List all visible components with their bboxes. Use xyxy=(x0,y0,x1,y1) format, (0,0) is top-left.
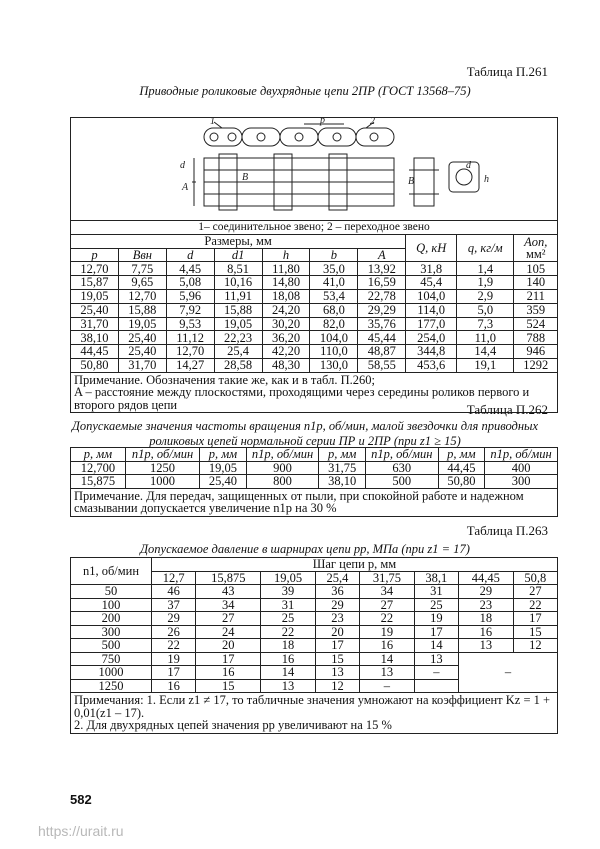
table-cell: 25,40 xyxy=(118,345,166,359)
table-cell: 200 xyxy=(71,612,152,626)
table-cell: 13 xyxy=(315,666,359,680)
table-cell: 37 xyxy=(152,598,196,612)
sub-header: A xyxy=(358,248,406,262)
table-cell: 105 xyxy=(514,262,558,276)
table-262 xyxy=(70,447,558,517)
table-row xyxy=(71,289,558,303)
step-header: 44,45 xyxy=(459,571,514,585)
table-cell: 50,80 xyxy=(71,358,119,372)
table-cell: 38,10 xyxy=(71,331,119,345)
table-cell: 2,9 xyxy=(457,289,514,303)
table-cell: 31 xyxy=(261,598,316,612)
table-cell: 19,1 xyxy=(457,358,514,372)
col-qkg: q, кг/м xyxy=(457,234,514,262)
table-cell: 27 xyxy=(196,612,261,626)
table-cell: 26 xyxy=(152,625,196,639)
table-cell: 12,70 xyxy=(71,262,119,276)
dimensions-group-header: Размеры, мм xyxy=(71,234,406,248)
note-261: Примечание. Обозначения такие же, как и в табл. П.260; A – расстояние между плоскостями, проходящими через середины роликов первого и второго рядов цепи xyxy=(71,372,558,413)
table-cell: 29 xyxy=(459,585,514,599)
table-cell: 35,0 xyxy=(310,262,358,276)
table-cell: 14 xyxy=(414,639,458,653)
table-cell: 14 xyxy=(360,652,415,666)
table-row xyxy=(71,475,558,489)
step-header: 50,8 xyxy=(513,571,557,585)
empty-cell xyxy=(414,679,458,693)
table-cell: 46 xyxy=(152,585,196,599)
table-cell: 41,0 xyxy=(310,276,358,290)
table-cell: 42,20 xyxy=(262,345,310,359)
table-cell: 300 xyxy=(485,475,558,489)
table-cell: 1,9 xyxy=(457,276,514,290)
chain-drawing-cell xyxy=(71,118,558,221)
table-cell: 359 xyxy=(514,303,558,317)
table-cell: 19,05 xyxy=(71,289,119,303)
table-cell: 13 xyxy=(459,639,514,653)
table-cell: 7,75 xyxy=(118,262,166,276)
table-cell: 58,55 xyxy=(358,358,406,372)
sub-header: p xyxy=(71,248,119,262)
figure-caption: 1– соединительное звено; 2 – переходное звено xyxy=(71,221,558,235)
table-row xyxy=(71,358,558,372)
svg-text:d: d xyxy=(180,160,185,171)
table-cell: 13 xyxy=(414,652,458,666)
table-cell: 20 xyxy=(196,639,261,653)
table-cell: 31,70 xyxy=(71,317,119,331)
table-cell: 18 xyxy=(459,612,514,626)
table-cell: 34 xyxy=(196,598,261,612)
table-cell: 24 xyxy=(196,625,261,639)
table-cell: 16 xyxy=(459,625,514,639)
table-cell: 44,45 xyxy=(71,345,119,359)
step-group-header: Шаг цепи p, мм xyxy=(152,558,558,572)
table-cell: 17 xyxy=(513,612,557,626)
table-cell: 20 xyxy=(315,625,359,639)
table-cell: 17 xyxy=(414,625,458,639)
table-cell: 1000 xyxy=(125,475,199,489)
table-cell: 14,80 xyxy=(262,276,310,290)
table-cell: 16 xyxy=(360,639,415,653)
table-cell: 500 xyxy=(71,639,152,653)
table-cell: 31,8 xyxy=(406,262,457,276)
table-cell: 31 xyxy=(414,585,458,599)
table-label-263: Таблица П.263 xyxy=(466,523,548,538)
table-cell: 29 xyxy=(152,612,196,626)
table-cell: 45,4 xyxy=(406,276,457,290)
table-row xyxy=(71,262,558,276)
table-cell: 211 xyxy=(514,289,558,303)
sub-header: h xyxy=(262,248,310,262)
table-cell: 130,0 xyxy=(310,358,358,372)
table-caption-263: Допускаемое давление в шарнирах цепи pp, МПа (при z1 = 17) xyxy=(140,542,470,556)
step-header: 19,05 xyxy=(261,571,316,585)
table-cell: 17 xyxy=(152,666,196,680)
table-row xyxy=(71,303,558,317)
table-cell: 31,75 xyxy=(319,461,365,475)
table-cell: 15,88 xyxy=(214,303,262,317)
table-cell: 45,44 xyxy=(358,331,406,345)
table-cell: 14 xyxy=(261,666,316,680)
table-cell: 1,4 xyxy=(457,262,514,276)
dash-cell: – xyxy=(459,652,558,693)
table-cell: 100 xyxy=(71,598,152,612)
table-cell: 104,0 xyxy=(406,289,457,303)
table-cell: 39 xyxy=(261,585,316,599)
table-cell: 16,59 xyxy=(358,276,406,290)
table-cell: 12,700 xyxy=(71,461,126,475)
table-cell: 110,0 xyxy=(310,345,358,359)
table-cell: 36 xyxy=(315,585,359,599)
step-header: 25,4 xyxy=(315,571,359,585)
svg-text:B: B xyxy=(408,176,415,187)
table-cell: 11,80 xyxy=(262,262,310,276)
table-cell: 19 xyxy=(152,652,196,666)
table-cell: 28,58 xyxy=(214,358,262,372)
table-row xyxy=(71,585,558,599)
table-cell: 29 xyxy=(315,598,359,612)
svg-text:p: p xyxy=(320,118,325,126)
table-cell: – xyxy=(414,666,458,680)
table-cell: 24,20 xyxy=(262,303,310,317)
table-cell: 524 xyxy=(514,317,558,331)
column-header: p, мм xyxy=(438,448,484,462)
table-cell: 16 xyxy=(261,652,316,666)
table-cell: 25,4 xyxy=(214,345,262,359)
table-cell: 104,0 xyxy=(310,331,358,345)
table-cell: 16 xyxy=(196,666,261,680)
table-cell: 44,45 xyxy=(438,461,484,475)
svg-text:2: 2 xyxy=(370,118,375,127)
page-number: 582 xyxy=(70,792,92,807)
table-263 xyxy=(70,557,558,734)
table-cell: 25,40 xyxy=(200,475,246,489)
table-caption-261: Приводные роликовые двухрядные цепи 2ПР (ГОСТ 13568–75) xyxy=(139,84,471,98)
table-label-261: Таблица П.261 xyxy=(466,64,548,79)
column-header: p, мм xyxy=(71,448,126,462)
sub-header: d1 xyxy=(214,248,262,262)
table-cell: 53,4 xyxy=(310,289,358,303)
table-cell: 13 xyxy=(360,666,415,680)
table-cell: 43 xyxy=(196,585,261,599)
table-cell: 25 xyxy=(261,612,316,626)
table-cell: 788 xyxy=(514,331,558,345)
table-cell: 344,8 xyxy=(406,345,457,359)
step-header: 15,875 xyxy=(196,571,261,585)
col-aop: Aоп, мм² xyxy=(514,234,558,262)
table-cell: 22,23 xyxy=(214,331,262,345)
column-header: p, мм xyxy=(200,448,246,462)
table-cell: 19 xyxy=(414,612,458,626)
table-label-262: Таблица П.262 xyxy=(466,402,548,417)
table-cell: 300 xyxy=(71,625,152,639)
column-header: n1p, об/мин xyxy=(125,448,199,462)
svg-text:B: B xyxy=(242,172,249,183)
table-cell: 11,91 xyxy=(214,289,262,303)
table-cell: 5,0 xyxy=(457,303,514,317)
table-cell: 7,3 xyxy=(457,317,514,331)
table-row xyxy=(71,317,558,331)
column-header: n1p, об/мин xyxy=(485,448,558,462)
table-cell: 13 xyxy=(261,679,316,693)
table-cell: 19,05 xyxy=(118,317,166,331)
table-row xyxy=(71,598,558,612)
table-cell: 27 xyxy=(513,585,557,599)
chain-drawing xyxy=(74,118,554,220)
table-cell: 12 xyxy=(315,679,359,693)
table-cell: 22 xyxy=(152,639,196,653)
table-cell: 946 xyxy=(514,345,558,359)
sub-header: Bвн xyxy=(118,248,166,262)
table-cell: 18 xyxy=(261,639,316,653)
table-cell: 500 xyxy=(365,475,438,489)
table-cell: 254,0 xyxy=(406,331,457,345)
table-cell: 68,0 xyxy=(310,303,358,317)
col-q: Q, кН xyxy=(406,234,457,262)
table-cell: 50,80 xyxy=(438,475,484,489)
step-header: 31,75 xyxy=(360,571,415,585)
svg-text:1: 1 xyxy=(210,118,215,127)
table-cell: 35,76 xyxy=(358,317,406,331)
svg-text:d: d xyxy=(466,160,471,171)
note-262: Примечание. Для передач, защищенных от пыли, при спокойной работе и надежном смазывании допускается увеличение n1p на 30 % xyxy=(71,488,558,516)
table-cell: 17 xyxy=(196,652,261,666)
table-cell: 25,40 xyxy=(71,303,119,317)
table-cell: 25 xyxy=(414,598,458,612)
table-cell: 630 xyxy=(365,461,438,475)
table-cell: 19,05 xyxy=(200,461,246,475)
table-cell: 8,51 xyxy=(214,262,262,276)
svg-text:A: A xyxy=(182,182,189,193)
column-header: n1p, об/мин xyxy=(246,448,319,462)
table-cell: 12 xyxy=(513,639,557,653)
table-cell: 7,92 xyxy=(166,303,214,317)
table-cell: 9,53 xyxy=(166,317,214,331)
table-cell: 5,96 xyxy=(166,289,214,303)
table-cell: 22 xyxy=(513,598,557,612)
table-row xyxy=(71,276,558,290)
table-cell: 19,05 xyxy=(214,317,262,331)
table-cell: 38,10 xyxy=(319,475,365,489)
table-cell: 400 xyxy=(485,461,558,475)
table-cell: 22 xyxy=(261,625,316,639)
table-cell: 453,6 xyxy=(406,358,457,372)
table-cell: 1250 xyxy=(125,461,199,475)
svg-text:h: h xyxy=(484,174,489,185)
table-cell: 114,0 xyxy=(406,303,457,317)
table-cell: 15 xyxy=(513,625,557,639)
table-row xyxy=(71,612,558,626)
column-header: p, мм xyxy=(319,448,365,462)
table-cell: 5,08 xyxy=(166,276,214,290)
row-header: n1, об/мин xyxy=(71,558,152,585)
note-263: Примечания: 1. Если z1 ≠ 17, то табличные значения умножают на коэффициент Kz = 1 + 0,01(z1 – 17). 2. Для двухрядных цепей значения pp увеличивают на 15 % xyxy=(71,693,558,734)
table-cell: 50 xyxy=(71,585,152,599)
table-cell: 82,0 xyxy=(310,317,358,331)
table-cell: 17 xyxy=(315,639,359,653)
table-cell: 13,92 xyxy=(358,262,406,276)
table-cell: 15,875 xyxy=(71,475,126,489)
table-cell: 4,45 xyxy=(166,262,214,276)
step-header: 38,1 xyxy=(414,571,458,585)
table-261 xyxy=(70,117,558,413)
table-cell: 23 xyxy=(459,598,514,612)
step-header: 12,7 xyxy=(152,571,196,585)
table-cell: 14,27 xyxy=(166,358,214,372)
table-cell: 34 xyxy=(360,585,415,599)
table-cell: 15 xyxy=(315,652,359,666)
table-cell: 140 xyxy=(514,276,558,290)
table-cell: 23 xyxy=(315,612,359,626)
table-cell: 30,20 xyxy=(262,317,310,331)
table-row xyxy=(71,331,558,345)
table-cell: 1000 xyxy=(71,666,152,680)
table-cell: 11,12 xyxy=(166,331,214,345)
table-cell: 900 xyxy=(246,461,319,475)
table-cell: 48,30 xyxy=(262,358,310,372)
table-row xyxy=(71,461,558,475)
table-cell: 18,08 xyxy=(262,289,310,303)
table-cell: 22,78 xyxy=(358,289,406,303)
table-cell: 29,29 xyxy=(358,303,406,317)
table-cell: 27 xyxy=(360,598,415,612)
table-cell: 9,65 xyxy=(118,276,166,290)
table-cell: 800 xyxy=(246,475,319,489)
table-caption-262: Допускаемые значения частоты вращения n1p, об/мин, малой звездочки для приводных роликовых цепей нормальной серии ПР и 2ПР (при z1 ≥ 15) xyxy=(71,419,539,448)
column-header: n1p, об/мин xyxy=(365,448,438,462)
table-cell: 12,70 xyxy=(166,345,214,359)
table-cell: 31,70 xyxy=(118,358,166,372)
table-cell: 25,40 xyxy=(118,331,166,345)
table-cell: 48,87 xyxy=(358,345,406,359)
watermark: https://urait.ru xyxy=(38,823,124,839)
sub-header: b xyxy=(310,248,358,262)
table-cell: – xyxy=(360,679,415,693)
table-cell: 10,16 xyxy=(214,276,262,290)
table-cell: 36,20 xyxy=(262,331,310,345)
table-cell: 12,70 xyxy=(118,289,166,303)
table-cell: 14,4 xyxy=(457,345,514,359)
table-cell: 15,88 xyxy=(118,303,166,317)
table-cell: 1250 xyxy=(71,679,152,693)
table-row xyxy=(71,625,558,639)
table-cell: 750 xyxy=(71,652,152,666)
table-row xyxy=(71,639,558,653)
table-cell: 15 xyxy=(196,679,261,693)
table-cell: 11,0 xyxy=(457,331,514,345)
table-row xyxy=(71,652,558,666)
table-cell: 16 xyxy=(152,679,196,693)
sub-header: d xyxy=(166,248,214,262)
table-cell: 1292 xyxy=(514,358,558,372)
table-cell: 15,87 xyxy=(71,276,119,290)
table-cell: 22 xyxy=(360,612,415,626)
table-cell: 177,0 xyxy=(406,317,457,331)
table-cell: 19 xyxy=(360,625,415,639)
table-row xyxy=(71,345,558,359)
